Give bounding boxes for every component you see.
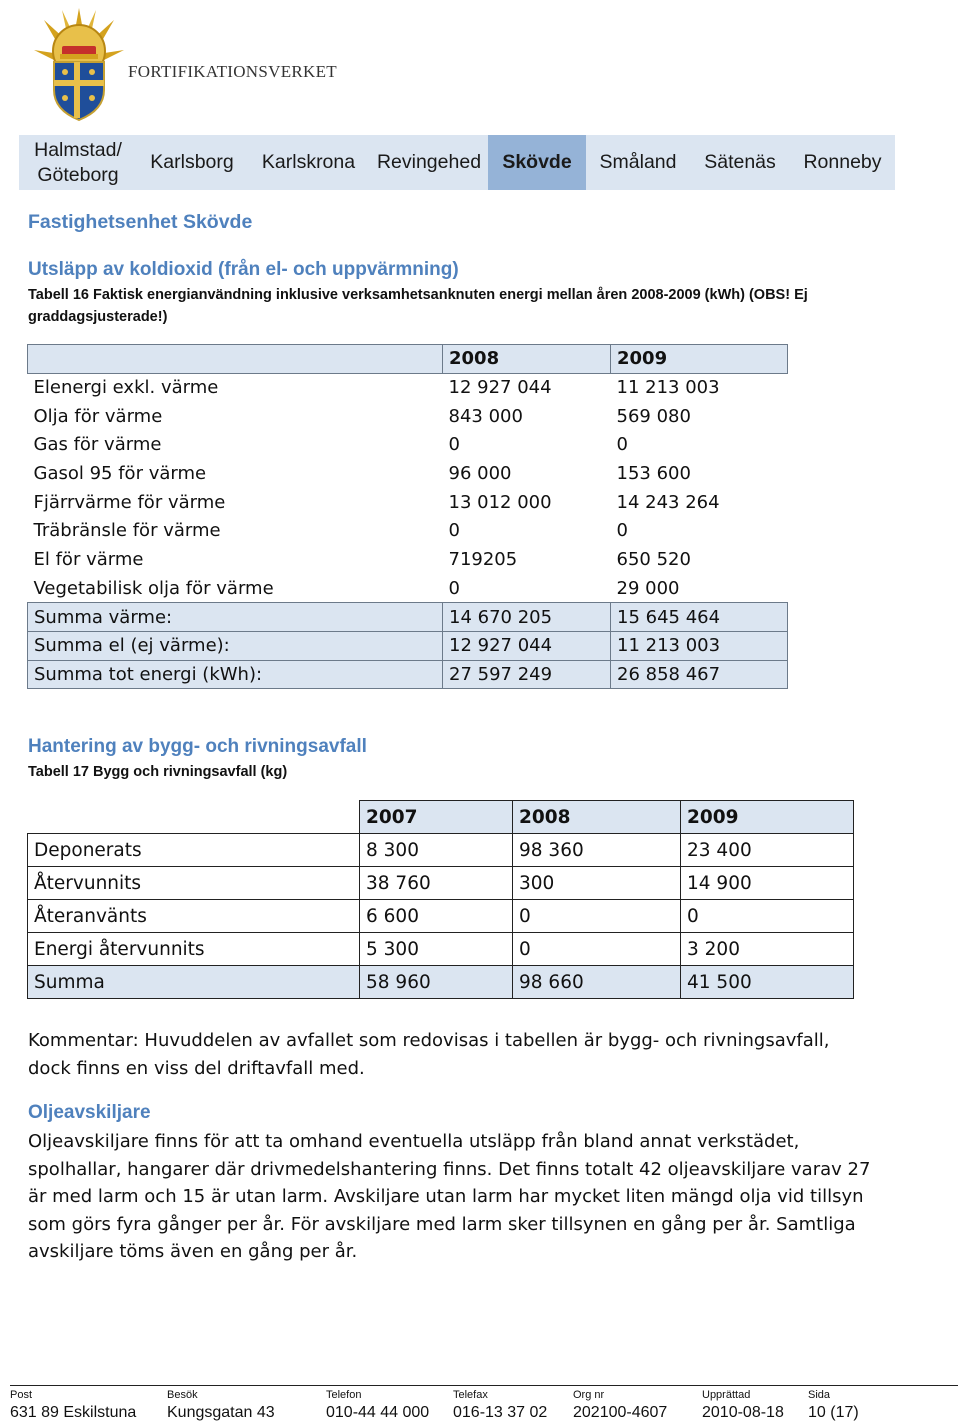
tab-smaland[interactable]: Småland [599,151,677,174]
table-row [28,933,854,966]
table-cell: Summa el (ej värme): [28,631,443,660]
table-row [28,431,788,460]
footer-value: Kungsgatan 43 [167,1404,275,1421]
table-cell: 15 645 464 [611,603,788,632]
table-cell: 98 360 [513,834,681,867]
table-cell: Summa tot energi (kWh): [28,660,443,689]
table-cell: 650 520 [616,549,691,571]
table-cell: 300 [513,867,681,900]
table-cell: Träbränsle för värme [33,520,221,542]
table-header-row [28,801,854,834]
footer-label: Besök [167,1389,198,1401]
fortifikationsverket-emblem [32,6,126,124]
footer-fax [453,1386,547,1421]
section-heading-waste: Hantering av bygg- och rivningsavfall [28,736,367,757]
table-cell: 14 243 264 [616,491,720,513]
summary-row [28,631,788,660]
table16-caption: Tabell 16 Faktisk energianvändning inklusive verksamhetsanknuten energi mellan åren 2008-2009 (kWh) (OBS! Ej graddagsjusterade!) [28,287,808,325]
table-row [28,574,788,603]
table-cell: 29 000 [616,577,680,599]
footer-post [10,1386,136,1421]
table-cell: 0 [681,900,854,933]
table-cell: 14 670 205 [443,603,611,632]
page-title: Fastighetsenhet Skövde [28,211,253,233]
footer-visit [167,1386,275,1421]
table-header-cell: 2008 [443,345,611,374]
table-header-row [28,345,788,374]
table-cell: 98 660 [513,966,681,999]
footer-label: Post [10,1389,33,1401]
table-header-cell: 2009 [681,801,854,834]
table-cell: Fjärrvärme för värme [33,491,226,513]
table-cell: 719205 [448,549,518,571]
table-header-cell [28,801,360,834]
table-row [28,373,788,402]
section-heading-oil-separator: Oljeavskiljare [28,1102,151,1123]
table-cell: 58 960 [360,966,513,999]
footer-value: 202100-4607 [573,1404,668,1421]
footer-label: Telefon [326,1389,362,1401]
table-cell: 5 300 [360,933,513,966]
footer-value: 10 (17) [808,1404,859,1421]
table-cell: 0 [513,900,681,933]
energy-table [27,344,788,689]
footer-value: 010-44 44 000 [326,1404,430,1421]
table-row [28,867,854,900]
table-row [28,517,788,546]
tab-ronneby[interactable]: Ronneby [803,151,882,174]
table-cell: Vegetabilisk olja för värme [33,577,274,599]
table-cell: El för värme [33,549,144,571]
table-cell: 0 [513,933,681,966]
table-cell: 96 000 [448,463,512,485]
summary-row [28,966,854,999]
table-cell: 23 400 [681,834,854,867]
table-cell: 13 012 000 [448,491,552,513]
table-cell: 38 760 [360,867,513,900]
section-heading-co2: Utsläpp av koldioxid (från el- och uppvärmning) [28,259,459,280]
table-cell: 27 597 249 [443,660,611,689]
summary-row [28,603,788,632]
table-row [28,459,788,488]
table-header-cell: 2008 [513,801,681,834]
tab-revingehed[interactable]: Revingehed [376,151,482,174]
table-cell: 0 [616,434,628,456]
footer-label: Org nr [573,1389,605,1401]
oil-separator-text: Oljeavskiljare finns för att ta omhand eventuella utsläpp från bland annat verkstädet, spolhallar, hangarer där drivmedelshantering finns. Det finns totalt 42 oljeavskiljare varav 27 är med larm och 15 är utan larm. Avskiljare utan larm har mycket liten mängd olja vid tillsyn som görs fyra gånger per år. För avskiljare med larm sker tillsynen en gång per år. Samtliga avskiljare töms även en gång per år. [28,1131,871,1262]
tab-karlsborg[interactable]: Karlsborg [150,151,234,174]
table-cell: 0 [448,520,460,542]
table-cell: Gasol 95 för värme [33,463,207,485]
tab-satenas[interactable]: Sätenäs [704,151,776,174]
table-cell: 0 [448,577,460,599]
table-cell: 11 213 003 [611,631,788,660]
org-name: FORTIFIKATIONSVERKET [128,62,337,81]
table-cell: 0 [448,434,460,456]
footer-page [808,1386,859,1421]
table-header-cell [28,345,443,374]
table-row [28,834,854,867]
table-cell: 0 [616,520,628,542]
table-cell: Återvunnits [28,867,360,900]
table-cell: 6 600 [360,900,513,933]
footer-value: 631 89 Eskilstuna [10,1404,137,1421]
table-cell: 12 927 044 [448,377,552,399]
table-cell: Summa värme: [28,603,443,632]
footer-phone [326,1386,429,1421]
footer-value: 2010-08-18 [702,1404,784,1421]
footer-org-nr [573,1386,667,1421]
table-row [28,545,788,574]
table-cell: 14 900 [681,867,854,900]
footer-label: Upprättad [702,1389,751,1401]
waste-table [27,800,854,999]
table-cell: 153 600 [616,463,691,485]
table-row [28,488,788,517]
table-header-cell: 2007 [360,801,513,834]
footer-value: 016-13 37 02 [453,1404,548,1421]
table-cell: 41 500 [681,966,854,999]
footer-label: Telefax [453,1389,488,1401]
table17-caption: Tabell 17 Bygg och rivningsavfall (kg) [28,764,288,780]
tab-skovde[interactable]: Skövde [488,135,586,190]
table-row [28,402,788,431]
footer-created [702,1386,784,1421]
site-tabs [19,135,895,190]
table-cell: Energi återvunnits [28,933,360,966]
table-cell: 8 300 [360,834,513,867]
tab-halmstad-goteborg[interactable]: Halmstad/ Göteborg [34,139,122,186]
table-cell: Deponerats [28,834,360,867]
table-cell: Summa [28,966,360,999]
table-cell: 12 927 044 [443,631,611,660]
table-cell: 26 858 467 [611,660,788,689]
table-cell: 11 213 003 [616,377,720,399]
tab-karlskrona[interactable]: Karlskrona [261,151,356,174]
table-cell: Gas för värme [33,434,162,456]
table-cell: 843 000 [448,405,523,427]
table-cell: Återanvänts [28,900,360,933]
waste-comment: Kommentar: Huvuddelen av avfallet som redovisas i tabellen är bygg- och rivningsavfall, dock finns en viss del driftavfall med. [28,1030,830,1079]
table-row [28,900,854,933]
table-cell: Olja för värme [33,405,163,427]
summary-row [28,660,788,689]
table-cell: Elenergi exkl. värme [33,377,219,399]
table-cell: 569 080 [616,405,691,427]
footer-label: Sida [808,1389,831,1401]
table-cell: 3 200 [681,933,854,966]
table-header-cell: 2009 [611,345,788,374]
page-footer [10,1385,958,1421]
